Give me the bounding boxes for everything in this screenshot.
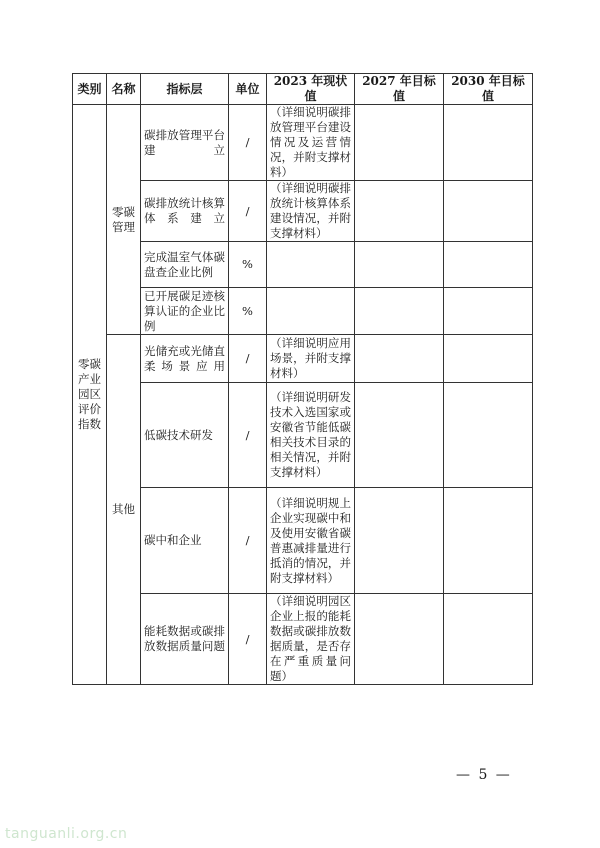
group-name-cell: 零碳管理 [107, 105, 141, 335]
indicator-cell: 能耗数据或碳排放数据质量问题 [141, 594, 229, 685]
status-cell: （详细说明碳排放管理平台建设情况及运营情况，并附支撑材料） [267, 105, 355, 181]
header-2030-target: 2030 年目标值 [444, 74, 533, 105]
unit-cell: % [229, 288, 267, 335]
target-2030-cell [444, 335, 533, 383]
status-cell: （详细说明研发技术入选国家或安徽省节能低碳相关技术目录的相关情况，并附支撑材料） [267, 383, 355, 488]
target-2027-cell [355, 383, 444, 488]
header-2027-target: 2027 年目标值 [355, 74, 444, 105]
target-2030-cell [444, 242, 533, 288]
indicator-cell: 碳排放统计核算体系建立 [141, 181, 229, 242]
status-cell: （详细说明应用场景，并附支撑材料） [267, 335, 355, 383]
table-row [73, 488, 533, 594]
unit-cell: / [229, 594, 267, 685]
target-2030-cell [444, 594, 533, 685]
category-cell: 零碳产业园区评价指数 [73, 105, 107, 685]
status-cell: （详细说明碳排放统计核算体系建设情况，并附支撑材料） [267, 181, 355, 242]
table-row [73, 242, 533, 288]
unit-cell: / [229, 181, 267, 242]
target-2027-cell [355, 242, 444, 288]
target-2027-cell [355, 488, 444, 594]
indicator-table [72, 73, 533, 685]
header-name: 名称 [107, 74, 141, 105]
target-2030-cell [444, 288, 533, 335]
target-2027-cell [355, 288, 444, 335]
indicator-cell: 低碳技术研发 [141, 383, 229, 488]
watermark: tanguanli.org.cn [5, 826, 128, 842]
status-cell: （详细说明园区企业上报的能耗数据或碳排放数据质量，是否存在严重质量问题） [267, 594, 355, 685]
header-2023-status: 2023 年现状值 [267, 74, 355, 105]
target-2030-cell [444, 105, 533, 181]
table-row [73, 335, 533, 383]
target-2030-cell [444, 488, 533, 594]
indicator-cell: 已开展碳足迹核算认证的企业比例 [141, 288, 229, 335]
indicator-cell: 碳排放管理平台建立 [141, 105, 229, 181]
table-row [73, 181, 533, 242]
unit-cell: / [229, 488, 267, 594]
unit-cell: / [229, 335, 267, 383]
header-category: 类别 [73, 74, 107, 105]
unit-cell: / [229, 383, 267, 488]
table-row [73, 383, 533, 488]
status-cell [267, 242, 355, 288]
target-2030-cell [444, 383, 533, 488]
indicator-cell: 光储充或光储直柔场景应用 [141, 335, 229, 383]
target-2030-cell [444, 181, 533, 242]
header-indicator: 指标层 [141, 74, 229, 105]
target-2027-cell [355, 335, 444, 383]
unit-cell: % [229, 242, 267, 288]
target-2027-cell [355, 105, 444, 181]
table-row [73, 105, 533, 181]
indicator-cell: 完成温室气体碳盘查企业比例 [141, 242, 229, 288]
group-name-cell: 其他 [107, 335, 141, 685]
indicator-cell: 碳中和企业 [141, 488, 229, 594]
table-row [73, 594, 533, 685]
target-2027-cell [355, 594, 444, 685]
table-header-row [73, 74, 533, 105]
status-cell [267, 288, 355, 335]
header-unit: 单位 [229, 74, 267, 105]
target-2027-cell [355, 181, 444, 242]
page-number: — 5 — [456, 767, 512, 783]
table-row [73, 288, 533, 335]
unit-cell: / [229, 105, 267, 181]
status-cell: （详细说明规上企业实现碳中和及使用安徽省碳普惠减排量进行抵消的情况，并附支撑材料） [267, 488, 355, 594]
